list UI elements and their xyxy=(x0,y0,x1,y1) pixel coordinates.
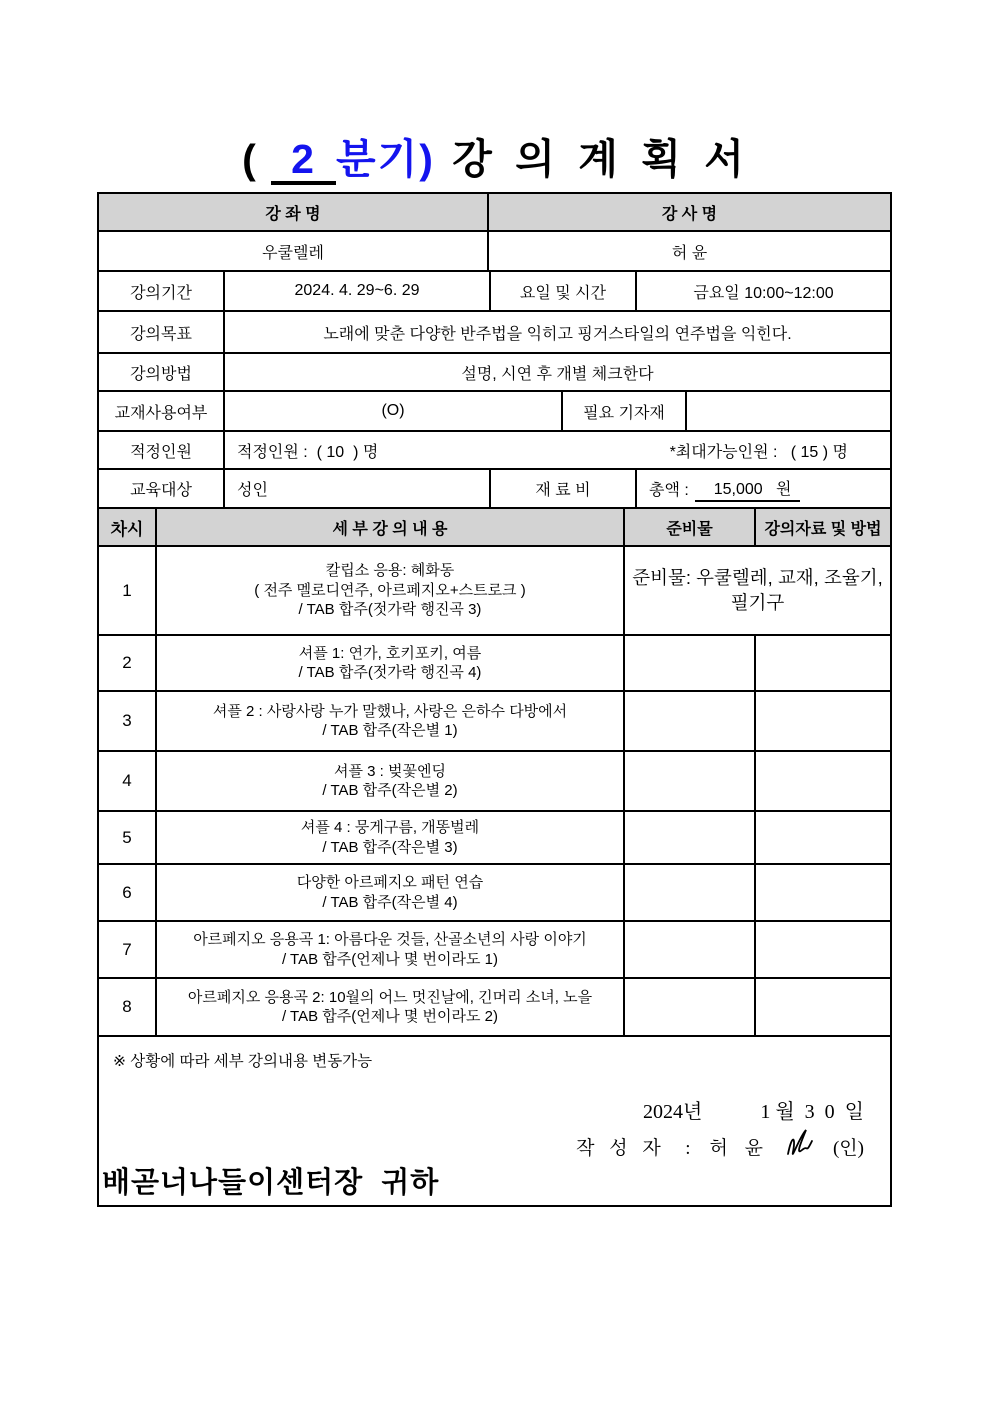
table-row xyxy=(99,272,890,312)
table-row xyxy=(99,432,890,470)
audience-label: 교육대상 xyxy=(99,470,225,507)
capacity-label: 적정인원 xyxy=(99,432,225,468)
materials-value: 준비물: 우쿨렐레, 교재, 조율기, 필기구 xyxy=(632,566,883,613)
schedule-row xyxy=(99,636,890,692)
resources-cell xyxy=(756,865,890,920)
schedule-row xyxy=(99,922,890,979)
materials-header: 준비물 xyxy=(625,509,756,545)
resources-cell xyxy=(756,636,890,690)
session-number: 8 xyxy=(99,979,157,1035)
goal-label: 강의목표 xyxy=(99,312,225,352)
capacity-max-value: *최대가능인원 : ( 15 ) 명 xyxy=(669,443,848,461)
materials-cell xyxy=(625,692,756,750)
session-number: 6 xyxy=(99,865,157,920)
materials-cell xyxy=(625,812,756,863)
equipment-value xyxy=(687,392,890,430)
content-line: ( 전주 멜로디연주, 아르페지오+스트로크 ) xyxy=(254,581,526,599)
writer-label: 작 성 자 : xyxy=(576,1138,696,1159)
title-quarter-number: 2 xyxy=(291,136,316,182)
change-notice: ※ 상황에 따라 세부 강의내용 변동가능 xyxy=(113,1053,373,1070)
session-content xyxy=(157,636,625,690)
materials-cell xyxy=(625,636,756,690)
title-quarter-underline xyxy=(271,138,336,185)
content-line: 셔플 1: 연가, 호키포키, 여름 xyxy=(298,644,482,662)
resources-cell xyxy=(756,692,890,750)
schedule-row xyxy=(99,812,890,865)
content-header: 세 부 강 의 내 용 xyxy=(157,509,625,545)
session-content xyxy=(157,812,625,863)
content-line: 아르페지오 응용곡 2: 10월의 어느 멋진날에, 긴머리 소녀, 노을 xyxy=(187,988,593,1006)
materials-cell xyxy=(625,752,756,810)
table-row xyxy=(99,232,890,272)
day-time-value: 금요일 10:00~12:00 xyxy=(693,284,834,302)
writer-line xyxy=(576,1133,864,1160)
date-year: 2024년 xyxy=(643,1101,703,1123)
course-name-header: 강 좌 명 xyxy=(99,194,489,230)
instructor-name-header: 강 사 명 xyxy=(489,194,890,230)
session-content xyxy=(157,752,625,810)
title-quarter-suffix: 분기) xyxy=(335,136,435,182)
schedule-row xyxy=(99,547,890,636)
content-line: 아르페지오 응용곡 1: 아름다운 것들, 산골소년의 사랑 이야기 xyxy=(193,931,587,948)
course-name-value: 우쿨렐레 xyxy=(99,232,489,270)
session-number: 7 xyxy=(99,922,157,977)
session-content xyxy=(157,922,625,977)
date-month-day: 1 월 3 0 일 xyxy=(760,1101,864,1123)
materials-cell xyxy=(625,979,756,1035)
lecture-plan-table xyxy=(97,192,892,1207)
method-label: 강의방법 xyxy=(99,354,225,390)
schedule-row xyxy=(99,692,890,752)
session-number: 4 xyxy=(99,752,157,810)
content-line: 셔플 3 : 벚꽃엔딩 xyxy=(334,762,446,780)
fee-amount: 15,000 원 xyxy=(695,476,800,502)
resources-cell xyxy=(756,812,890,863)
content-line: / TAB 합주(언제나 몇 번이라도 1) xyxy=(281,950,499,968)
content-line: / TAB 합주(작은별 2) xyxy=(322,782,458,799)
signature-scribble xyxy=(783,1128,819,1160)
content-line: / TAB 합주(작은별 4) xyxy=(322,893,458,911)
table-row xyxy=(99,354,890,392)
table-row xyxy=(99,312,890,354)
period-value: 2024. 4. 29~6. 29 xyxy=(225,272,491,310)
method-value: 설명, 시연 후 개별 체크한다 xyxy=(461,365,654,383)
session-number: 1 xyxy=(99,547,157,634)
session-content xyxy=(157,547,625,634)
session-number: 2 xyxy=(99,636,157,690)
material-fee-cell xyxy=(637,470,890,507)
table-row xyxy=(99,194,890,232)
session-content xyxy=(157,692,625,750)
audience-value: 성인 xyxy=(225,470,491,507)
title-paren-open: ( xyxy=(242,136,272,182)
textbook-use-value: (O) xyxy=(225,392,563,430)
session-header: 차시 xyxy=(99,509,157,545)
session-content xyxy=(157,865,625,920)
content-line: / TAB 합주(언제나 몇 번이라도 2) xyxy=(281,1008,499,1025)
title-main-text: 강 의 계 획 서 xyxy=(434,136,750,182)
fee-prefix: 총액 : xyxy=(649,482,689,499)
footer-cell xyxy=(99,1037,890,1205)
content-line: 셔플 2 : 사랑사랑 누가 말했나, 사랑은 은하수 다방에서 xyxy=(212,702,568,720)
content-line: / TAB 합주(작은별 1) xyxy=(322,722,458,739)
session-number: 5 xyxy=(99,812,157,863)
resources-header: 강의자료 및 방법 xyxy=(756,509,890,545)
table-row xyxy=(99,470,890,509)
resources-cell xyxy=(756,922,890,977)
period-label: 강의기간 xyxy=(99,272,225,310)
page-title xyxy=(0,126,992,185)
material-fee-label: 재 료 비 xyxy=(491,470,637,507)
resources-cell xyxy=(756,752,890,810)
materials-cell xyxy=(625,865,756,920)
equipment-label: 필요 기자재 xyxy=(563,392,687,430)
content-line: / TAB 합주(작은별 3) xyxy=(322,838,458,856)
goal-value: 노래에 맞춘 다양한 반주법을 익히고 핑거스타일의 연주법을 익힌다. xyxy=(323,325,792,343)
content-line: 다양한 아르페지오 패턴 연습 xyxy=(296,874,484,891)
session-content xyxy=(157,979,625,1035)
capacity-cell xyxy=(225,432,890,468)
instructor-name-value: 허 윤 xyxy=(671,244,708,262)
schedule-header-row xyxy=(99,509,890,547)
session-number: 3 xyxy=(99,692,157,750)
textbook-use-label: 교재사용여부 xyxy=(99,392,225,430)
day-time-label: 요일 및 시간 xyxy=(491,272,637,310)
capacity-value: 적정인원 : ( 10 ) 명 xyxy=(237,443,379,461)
content-line: / TAB 합주(젓가락 행진곡 4) xyxy=(298,664,482,681)
resources-cell xyxy=(756,979,890,1035)
writer-name: 허 윤 xyxy=(709,1138,769,1159)
content-line: / TAB 합주(젓가락 행진곡 3) xyxy=(298,601,482,619)
schedule-row xyxy=(99,865,890,922)
schedule-row xyxy=(99,752,890,812)
table-row xyxy=(99,392,890,432)
materials-cell xyxy=(625,922,756,977)
content-line: 셔플 4 : 뭉게구름, 개똥벌레 xyxy=(300,819,480,836)
content-line: 칼립소 응용: 혜화동 xyxy=(325,562,455,580)
seal-mark: (인) xyxy=(832,1138,864,1159)
schedule-row xyxy=(99,979,890,1037)
footer-row xyxy=(99,1037,890,1205)
written-date xyxy=(643,1095,864,1124)
recipient-title: 배곧너나들이센터장 귀하 xyxy=(102,1167,440,1199)
